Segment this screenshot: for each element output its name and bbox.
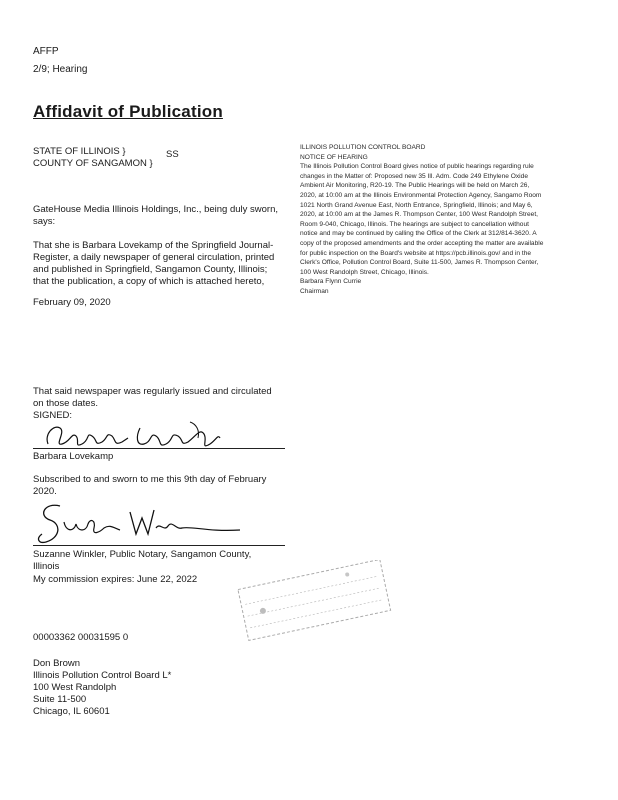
notice-line: The Illinois Pollution Control Board gives notice of public hearings regarding rule [300, 163, 534, 171]
legal-notice-clipping [300, 143, 610, 297]
address-org: Illinois Pollution Control Board L* [33, 670, 172, 681]
affiant-line-2: says: [33, 216, 56, 227]
venue-ss: SS [166, 149, 179, 160]
address-street: 100 West Randolph [33, 682, 117, 693]
notice-line: 1021 North Grand Avenue East, North Entrance, Springfield, Illinois; and May 6, [300, 201, 533, 209]
commission-expiry: My commission expires: June 22, 2022 [33, 574, 198, 585]
notice-subheading: NOTICE OF HEARING [300, 153, 368, 161]
notice-signatory-title: Chairman [300, 287, 329, 295]
notice-line: copy of the proposed amendments and the order accepting the matter are available [300, 239, 544, 247]
address-name: Don Brown [33, 658, 80, 669]
signature-lovekamp [40, 414, 230, 456]
notice-line: 100 West Randolph Street, Chicago, Illinois. [300, 268, 429, 276]
statement-line-2: Register, a daily newspaper of general circulation, printed [33, 252, 275, 263]
signer-name: Barbara Lovekamp [33, 451, 114, 462]
notice-heading: ILLINOIS POLLUTION CONTROL BOARD [300, 144, 426, 151]
notice-line: Room 9-040, Chicago, Illinois. The hearings are subject to cancellation without [300, 220, 529, 228]
publication-date: February 09, 2020 [33, 297, 111, 308]
signature-line-affiant [33, 448, 285, 449]
notary-line-1: Suzanne Winkler, Public Notary, Sangamon County, [33, 549, 252, 560]
statement-line-1: That she is Barbara Lovekamp of the Springfield Journal- [33, 240, 274, 251]
notary-seal-stamp [232, 560, 397, 642]
circulation-line-2: on those dates. [33, 398, 98, 409]
notice-line: changes in the Matter of: Proposed new 35 Ill. Adm. Code 249 Ethylene Oxide [300, 172, 528, 180]
notice-line: 2020, at 10:00 am at the Illinois Environmental Protection Agency, Sangamo Room [300, 191, 542, 199]
notary-line-2: Illinois [33, 561, 60, 572]
statement-line-4: that the publication, a copy of which is attached hereto, [33, 276, 265, 287]
signed-label: SIGNED: [33, 410, 73, 421]
statement-line-3: and published in Springfield, Sangamon County, Illinois; [33, 264, 268, 275]
notice-line: notice and may be continued by calling the Office of the Clerk at 312/814-3620. A [300, 230, 537, 238]
affiant-line-1: GateHouse Media Illinois Holdings, Inc., being duly sworn, [33, 204, 279, 215]
notice-line: 2020, at 10:00 am at the James R. Thompson Center, 100 West Randolph Street, [300, 211, 539, 219]
venue-county: COUNTY OF SANGAMON } [33, 158, 153, 169]
page-title: Affidavit of Publication [33, 102, 223, 121]
address-city: Chicago, IL 60601 [33, 706, 110, 717]
signature-winkler [30, 498, 260, 548]
signature-line-notary [33, 545, 285, 546]
header-code: AFFP [33, 46, 59, 57]
notice-signatory: Barbara Flynn Currie [300, 278, 362, 286]
address-suite: Suite 11-500 [33, 694, 87, 705]
header-subject: 2/9; Hearing [33, 64, 88, 75]
venue-state: STATE OF ILLINOIS } [33, 146, 126, 157]
notice-line: for public inspection on the Board's website at https://pcb.illinois.gov/ and in the [300, 249, 532, 257]
account-number: 00003362 00031595 0 [33, 632, 129, 643]
notice-line: Clerk's Office, Pollution Control Board, Suite 11-500, James R. Thompson Center, [300, 259, 539, 267]
sworn-line-1: Subscribed to and sworn to me this 9th day of February [33, 474, 267, 485]
circulation-line-1: That said newspaper was regularly issued and circulated [33, 386, 272, 397]
notice-line: Ambient Air Monitoring, R20-19. The Public Hearings will be held on March 26, [300, 182, 530, 190]
sworn-line-2: 2020. [33, 486, 57, 497]
